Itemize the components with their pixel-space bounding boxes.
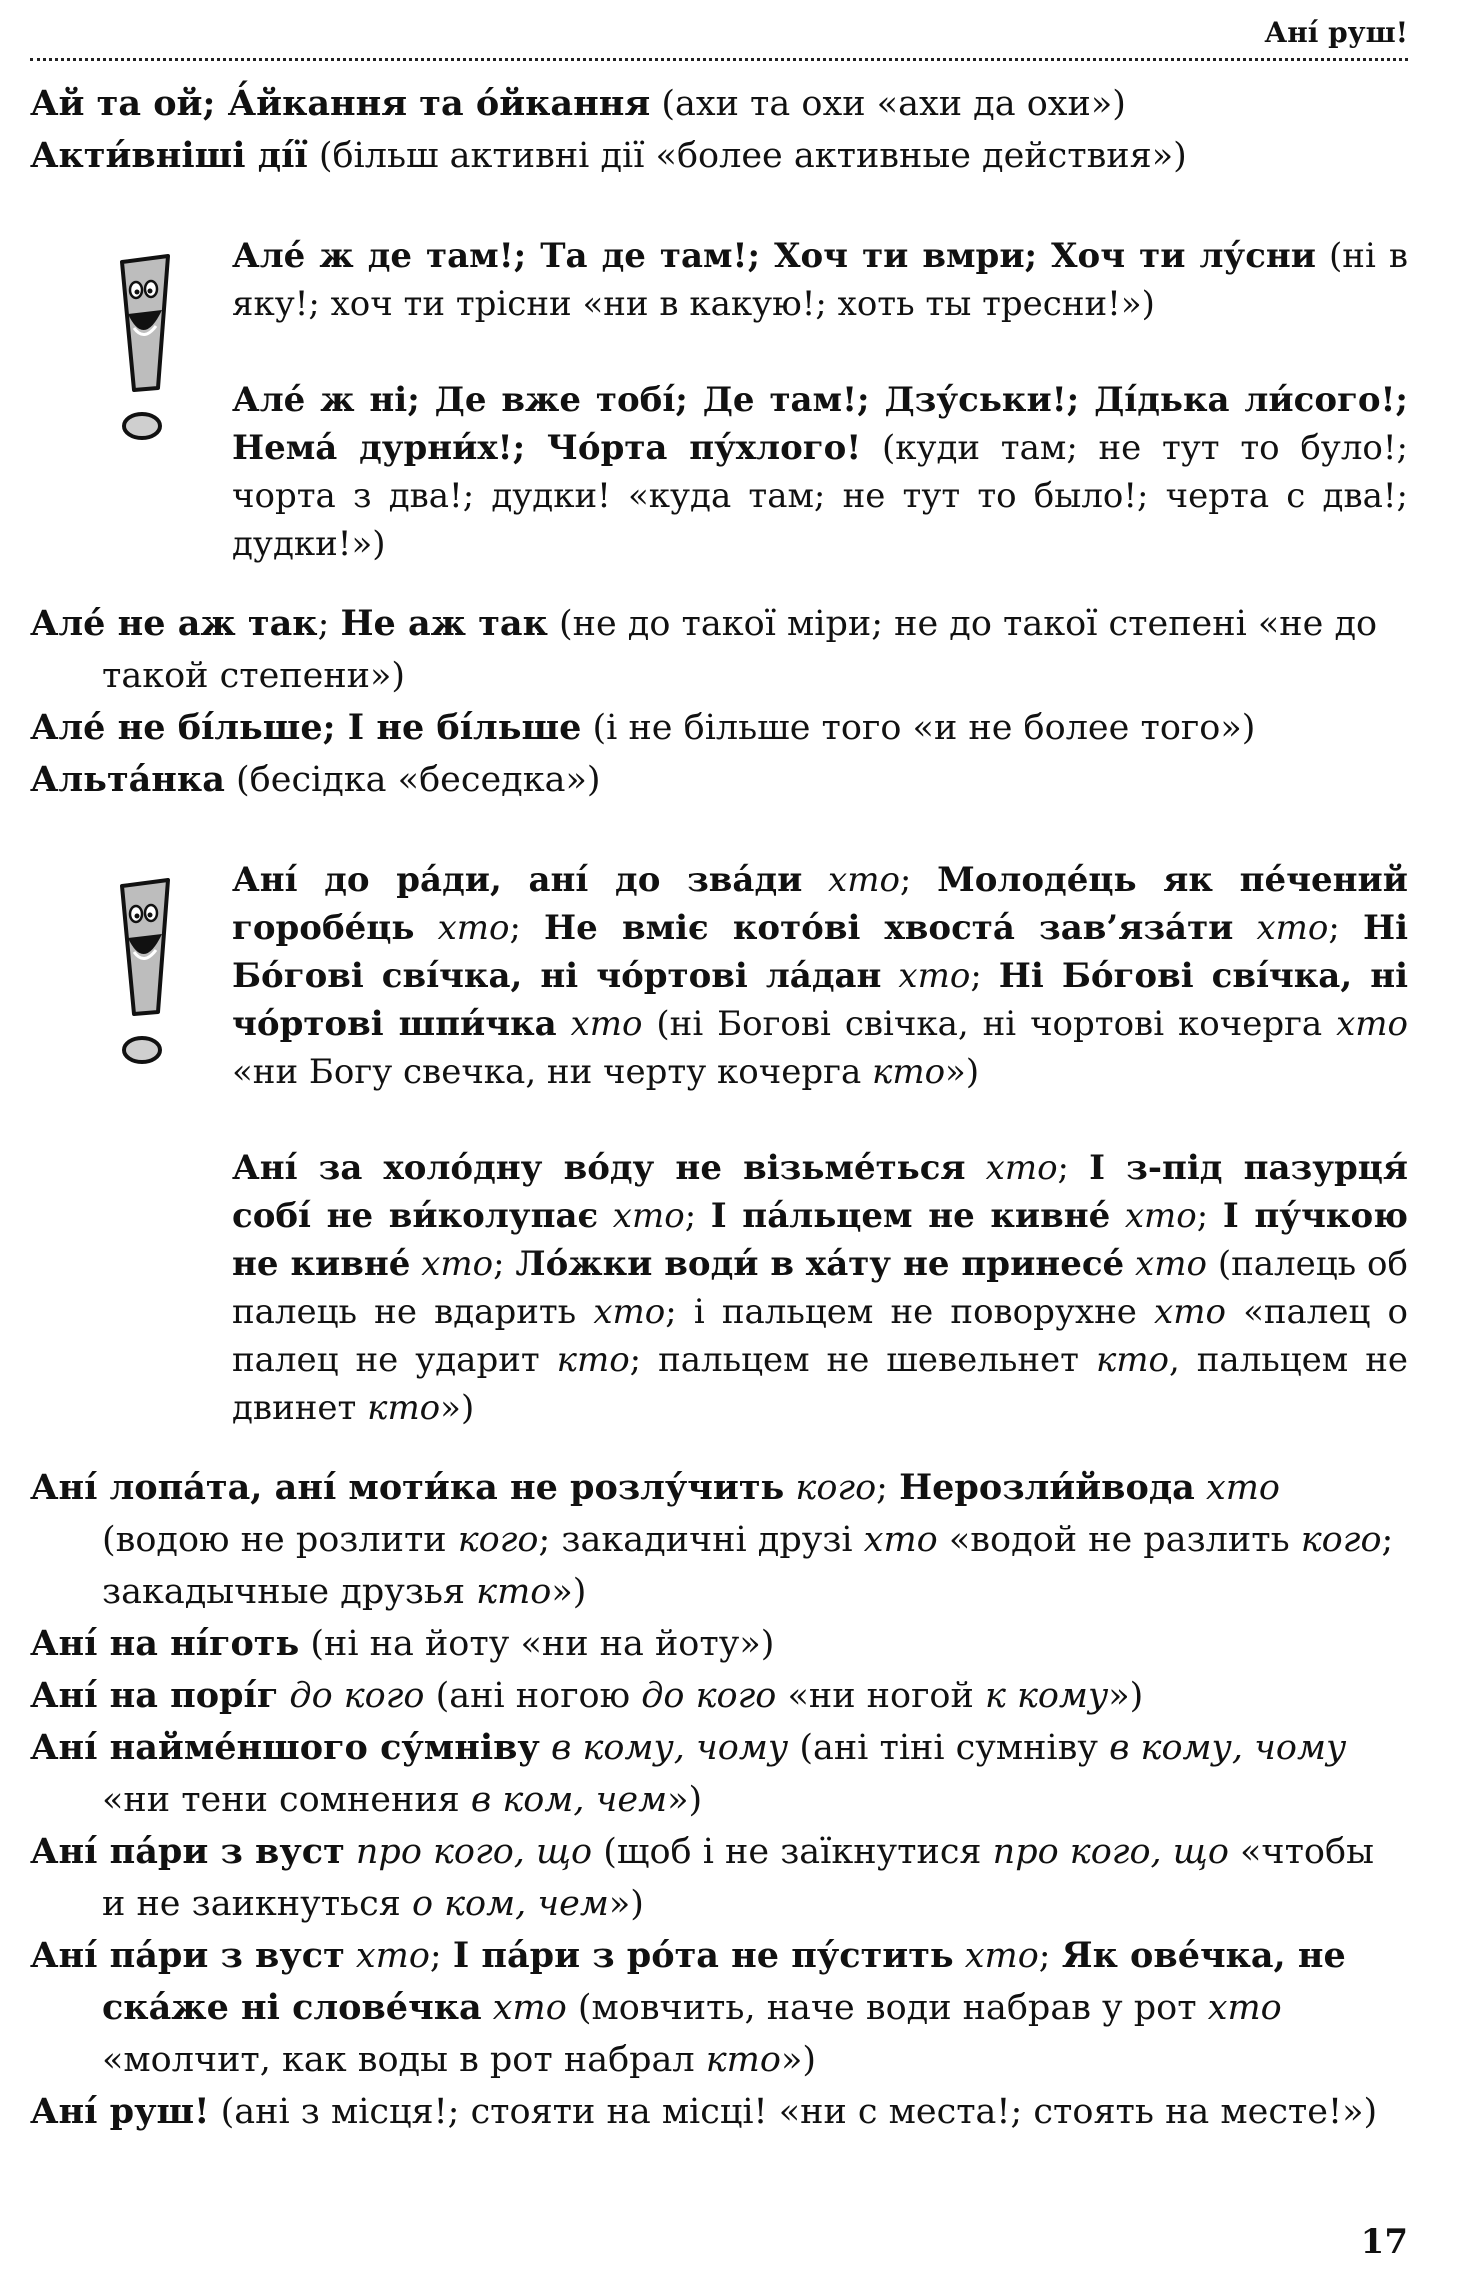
headword: Ані́ за холо́дну во́ду не візьме́ться: [232, 1148, 966, 1188]
gloss-text: «ни ногой: [776, 1676, 985, 1716]
dictionary-entry: [30, 2086, 1408, 2138]
gloss-text: ;: [1038, 1936, 1062, 1976]
grammar-note: кто: [556, 1340, 630, 1380]
headword: І з-під пазурця́ собі́ не ви́колупає: [232, 1148, 1408, 1236]
gloss-text: ;: [684, 1196, 711, 1236]
gloss-text: »): [945, 1052, 980, 1092]
gloss-text: «молчит, как воды в рот набрал: [102, 2040, 706, 2080]
grammar-note: про кого, що: [344, 1832, 593, 1872]
grammar-note: хто: [802, 860, 900, 900]
dictionary-entry: [30, 1462, 1408, 1618]
gloss-text: (ні в яку!; хоч ти трісни «ни в какую!; хоть ты тресни!»): [232, 236, 1408, 324]
gloss-text: (щоб і не заїкнутися: [592, 1832, 993, 1872]
headword: І пу́чкою не кивне́: [232, 1196, 1408, 1284]
headword: Але́ ж ні; Де вже тобі́; Де там!; Дзу́ськи!; Ді́дька ли́сого!; Нема́ дурни́х!; Чо́рта пу́хлого!: [232, 380, 1408, 468]
headword: Ані́ па́ри з вуст: [30, 1831, 345, 1872]
headword: Не вміє кото́ві хвоста́ зав’яза́ти: [544, 908, 1234, 948]
gloss-text: (палець об палець не вдарить: [232, 1244, 1408, 1332]
dictionary-entry: [232, 232, 1408, 328]
grammar-note: хто: [1110, 1196, 1197, 1236]
gloss-text: ;: [899, 860, 938, 900]
dictionary-entry: [30, 598, 1408, 702]
gloss-text: ;: [970, 956, 999, 996]
headword: Ай та ой; А́йкання та о́йкання: [30, 83, 651, 124]
gloss-text: (бесідка «беседка»): [224, 760, 601, 800]
grammar-note: хто: [598, 1196, 685, 1236]
gloss-text: (і не більше того «и не более того»): [581, 708, 1256, 748]
grammar-note: хто: [1207, 1988, 1282, 2028]
page-number: 17: [1360, 2222, 1408, 2262]
gloss-text: (мовчить, наче води набрав у рот: [566, 1988, 1208, 2028]
dictionary-entry: [30, 1722, 1408, 1826]
gloss-text: «палец о палец не ударит: [232, 1292, 1409, 1380]
running-header-title: Ані́ руш!: [1264, 16, 1408, 49]
headword: Не аж так: [340, 603, 548, 644]
gloss-text: «ни Богу свечка, ни черту кочерга: [232, 1052, 873, 1092]
gloss-text: ;: [429, 1936, 453, 1976]
headword: Ані́ найме́ншого су́мніву: [30, 1727, 540, 1768]
grammar-note: до кого: [278, 1676, 425, 1716]
note-block-2: [30, 856, 1408, 1432]
gloss-text: «водой не разлить: [937, 1520, 1301, 1560]
grammar-note: про кого, що: [992, 1832, 1229, 1872]
gloss-text: (ахи та охи «ахи да охи»): [650, 84, 1126, 124]
gloss-text: ; пальцем не шевельнет: [629, 1340, 1096, 1380]
headword: Ані́ па́ри з вуст: [30, 1935, 345, 1976]
grammar-note: хто: [481, 1988, 567, 2028]
dictionary-entry: [232, 376, 1408, 568]
grammar-note: хто: [593, 1292, 666, 1332]
grammar-note: хто: [410, 1244, 494, 1284]
grammar-note: хто: [1194, 1468, 1280, 1508]
dictionary-entry: [30, 78, 1408, 130]
gloss-text: ;: [876, 1468, 900, 1508]
grammar-note: хто: [1124, 1244, 1207, 1284]
grammar-note: хто: [344, 1936, 430, 1976]
headword: Ані́ до ра́ди, ані́ до зва́ди: [232, 860, 803, 900]
gloss-text: (ні Богові свічка, ні чортові кочерга: [642, 1004, 1337, 1044]
gloss-text: ;: [1057, 1148, 1090, 1188]
grammar-note: хто: [953, 1936, 1039, 1976]
gloss-text: (ані з місця!; стояти на місці! «ни с места!; стоять на месте!»): [209, 2092, 1378, 2132]
grammar-note: о ком, чем: [411, 1884, 609, 1924]
grammar-note: хто: [556, 1004, 643, 1044]
gloss-text: »): [780, 2040, 817, 2080]
headword: Але́ не аж так: [30, 603, 318, 644]
dictionary-entry: [30, 754, 1408, 806]
headword: Як ове́чка, не ска́же ні слове́чка: [102, 1935, 1346, 2028]
gloss-text: ;: [1196, 1196, 1223, 1236]
gloss-text: ;: [509, 908, 545, 948]
grammar-note: кто: [476, 1572, 552, 1612]
gloss-text: ;: [317, 604, 341, 644]
grammar-note: кого: [784, 1468, 877, 1508]
grammar-note: хто: [1154, 1292, 1226, 1332]
grammar-note: хто: [863, 1520, 938, 1560]
headword: Ні Бо́гові сві́чка, ні чо́ртові шпи́чка: [232, 956, 1409, 1044]
running-header: [30, 6, 1408, 61]
grammar-note: кто: [1095, 1340, 1169, 1380]
gloss-text: (ані тіні сумніву: [788, 1728, 1110, 1768]
gloss-text: »): [667, 1780, 703, 1820]
dictionary-entry: [30, 702, 1408, 754]
dictionary-entry: [232, 856, 1408, 1096]
gloss-text: «чтобы и не заикнуться: [102, 1832, 1374, 1924]
grammar-note: кого: [457, 1520, 539, 1560]
gloss-text: , пальцем не двинет: [232, 1340, 1408, 1428]
headword: Ані́ лопа́та, ані́ моти́ка не розлу́чить: [30, 1467, 785, 1508]
headword: Ні Бо́гові сві́чка, ні чо́ртові ла́дан: [232, 908, 1408, 996]
gloss-text: ; закадычные друзья: [102, 1520, 1394, 1612]
dictionary-entry: [232, 1144, 1408, 1432]
headword: І па́льцем не кивне́: [710, 1196, 1111, 1236]
gloss-text: ;: [493, 1244, 516, 1284]
grammar-note: в ком, чем: [470, 1780, 668, 1820]
gloss-text: ; і пальцем не поворухне: [665, 1292, 1155, 1332]
grammar-note: в кому, чому: [539, 1728, 789, 1768]
gloss-text: »): [551, 1572, 587, 1612]
headword: Ані́ руш!: [30, 2091, 210, 2132]
headword: Але́ не бі́льше; І не бі́льше: [30, 707, 582, 748]
headword: Молоде́ць як пе́чений горобе́ць: [232, 860, 1408, 948]
dictionary-entry: [30, 1930, 1408, 2086]
grammar-note: хто: [1233, 908, 1329, 948]
headword: Акти́вніші ді́ї: [30, 135, 308, 176]
gloss-text: »): [608, 1884, 644, 1924]
gloss-text: »): [440, 1388, 475, 1428]
gloss-text: ;: [1328, 908, 1363, 948]
headword: Ані́ на порі́г: [30, 1675, 279, 1716]
exclamation-mascot-icon: [110, 248, 180, 448]
gloss-text: (більш активні дії «более активные действия»): [307, 136, 1187, 176]
gloss-text: (водою не розлити: [102, 1520, 458, 1560]
entries-column: [30, 78, 1408, 2138]
grammar-note: хто: [414, 908, 510, 948]
grammar-note: хто: [1336, 1004, 1408, 1044]
gloss-text: ; закадичні друзі: [538, 1520, 864, 1560]
gloss-text: »): [1108, 1676, 1144, 1716]
gloss-text: (ані ногою: [424, 1676, 642, 1716]
headword: І па́ри з ро́та не пу́стить: [452, 1935, 954, 1976]
gloss-text: (куди там; не тут то було!; чорта з два!; дудки! «куда там; не тут то было!; черта с два!; дудки!»): [232, 428, 1409, 564]
gloss-text: (не до такої міри; не до такої степені «не до такой степени»): [102, 604, 1378, 696]
gloss-text: (ні на йоту «ни на йоту»): [299, 1624, 775, 1664]
dictionary-entry: [30, 1826, 1408, 1930]
note-block-1: [30, 232, 1408, 568]
headword: Нерозли́йвода: [899, 1467, 1195, 1508]
headword: Але́ ж де там!; Та де там!; Хоч ти вмри; Хоч ти лу́сни: [232, 236, 1317, 276]
grammar-note: кто: [705, 2040, 781, 2080]
grammar-note: к кому: [984, 1676, 1109, 1716]
headword: Ані́ на ні́готь: [30, 1623, 300, 1664]
headword: Ло́жки води́ в ха́ту не принесе́: [515, 1244, 1125, 1284]
dictionary-entry: [30, 130, 1408, 182]
grammar-note: кто: [367, 1388, 441, 1428]
grammar-note: хто: [881, 956, 971, 996]
grammar-note: кого: [1300, 1520, 1382, 1560]
dictionary-entry: [30, 1618, 1408, 1670]
exclamation-mascot-icon: [110, 872, 180, 1072]
grammar-note: до кого: [641, 1676, 777, 1716]
dictionary-entry: [30, 1670, 1408, 1722]
grammar-note: кто: [872, 1052, 946, 1092]
gloss-text: «ни тени сомнения: [102, 1780, 471, 1820]
grammar-note: хто: [965, 1148, 1058, 1188]
grammar-note: в кому, чому: [1109, 1728, 1347, 1768]
headword: Альта́нка: [30, 759, 225, 800]
